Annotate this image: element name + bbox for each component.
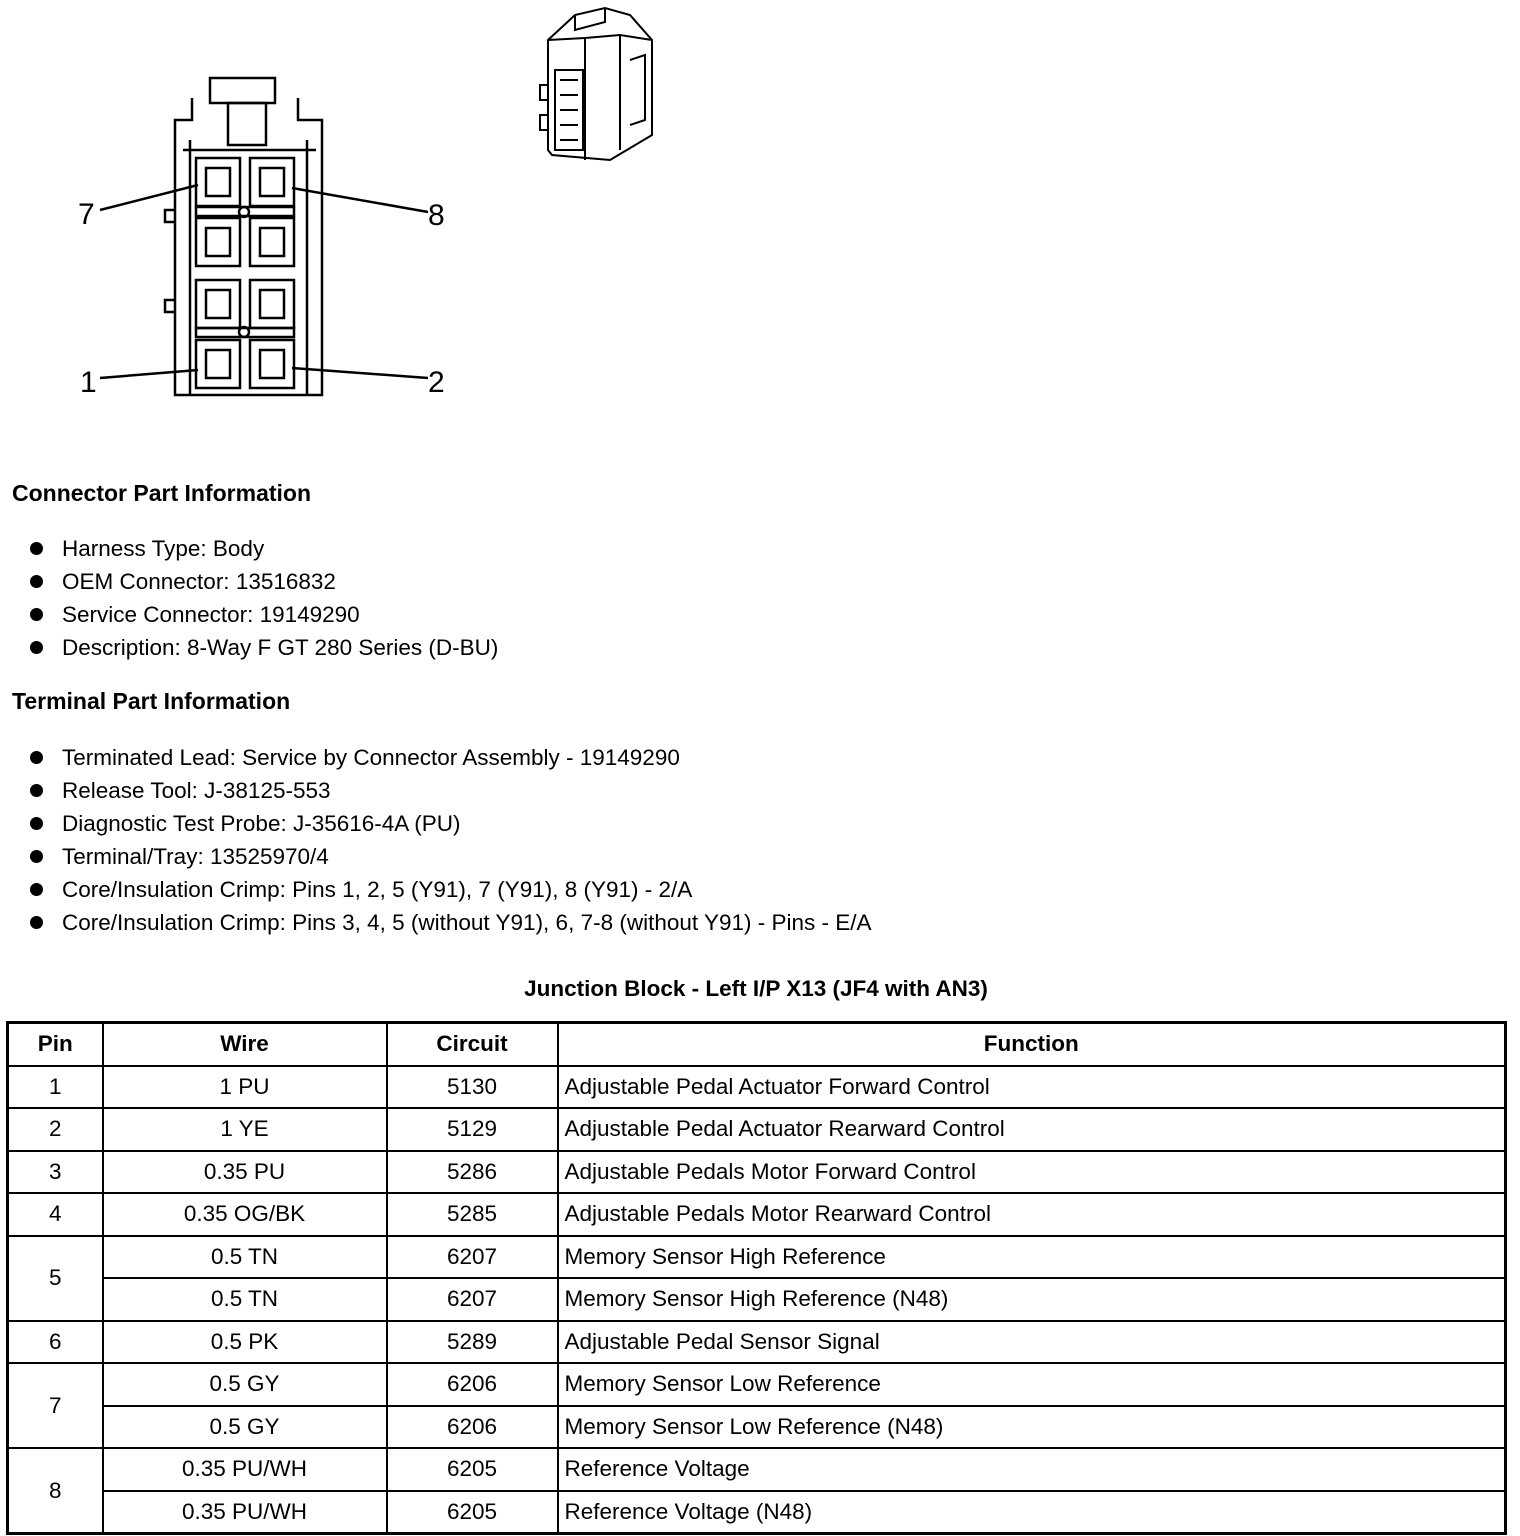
table-row [8,1108,1506,1151]
cell-function: Memory Sensor High Reference (N48) [558,1278,1506,1321]
cell-wire: 0.35 PU [103,1151,387,1194]
cell-function: Adjustable Pedal Actuator Rearward Control [558,1108,1506,1151]
list-item: Diagnostic Test Probe: J-35616-4A (PU) [28,807,872,840]
cell-pin: 6 [8,1321,103,1364]
cell-circuit: 6206 [387,1363,558,1406]
cell-circuit: 6205 [387,1491,558,1534]
cell-pin: 4 [8,1193,103,1236]
cell-function: Adjustable Pedals Motor Forward Control [558,1151,1506,1194]
cell-wire: 0.5 TN [103,1236,387,1279]
cell-function: Adjustable Pedals Motor Rearward Control [558,1193,1506,1236]
cell-circuit: 6207 [387,1278,558,1321]
pin-table [6,1021,1507,1535]
cell-circuit: 5285 [387,1193,558,1236]
cell-function: Memory Sensor Low Reference [558,1363,1506,1406]
cell-circuit: 5129 [387,1108,558,1151]
list-item: Harness Type: Body [28,532,498,565]
table-header-row [8,1023,1506,1066]
list-item: OEM Connector: 13516832 [28,565,498,598]
list-item: Core/Insulation Crimp: Pins 1, 2, 5 (Y91), 7 (Y91), 8 (Y91) - 2/A [28,873,872,906]
cell-pin: 3 [8,1151,103,1194]
cell-wire: 1 PU [103,1066,387,1109]
cell-circuit: 5289 [387,1321,558,1364]
cell-circuit: 6206 [387,1406,558,1449]
cell-wire: 0.35 PU/WH [103,1491,387,1534]
cell-circuit: 6205 [387,1448,558,1491]
cell-function: Reference Voltage [558,1448,1506,1491]
header-circuit: Circuit [387,1023,558,1066]
cell-function: Adjustable Pedal Actuator Forward Control [558,1066,1506,1109]
cell-pin: 7 [8,1363,103,1448]
cell-wire: 0.5 GY [103,1363,387,1406]
connector-info-list [28,532,498,664]
cell-circuit: 5130 [387,1066,558,1109]
list-item: Service Connector: 19149290 [28,598,498,631]
cell-pin: 1 [8,1066,103,1109]
list-item: Core/Insulation Crimp: Pins 3, 4, 5 (without Y91), 6, 7-8 (without Y91) - Pins - E/A [28,906,872,939]
terminal-info-list [28,741,872,939]
connector-face [100,78,428,395]
cell-wire: 1 YE [103,1108,387,1151]
header-function: Function [558,1023,1506,1066]
pin-label-1: 1 [80,366,97,399]
table-row [8,1193,1506,1236]
table-row [8,1491,1506,1534]
table-row [8,1406,1506,1449]
connector-diagram [0,0,700,420]
cell-pin: 8 [8,1448,103,1534]
cell-pin: 2 [8,1108,103,1151]
list-item: Terminal/Tray: 13525970/4 [28,840,872,873]
cell-pin: 5 [8,1236,103,1321]
cell-wire: 0.5 TN [103,1278,387,1321]
cell-wire: 0.5 PK [103,1321,387,1364]
table-title: Junction Block - Left I/P X13 (JF4 with AN3) [524,976,988,1001]
pin-label-8: 8 [428,199,445,232]
pin-label-2: 2 [428,366,445,399]
list-item: Description: 8-Way F GT 280 Series (D-BU) [28,631,498,664]
pin-label-7: 7 [78,198,95,231]
table-row [8,1066,1506,1109]
cell-function: Adjustable Pedal Sensor Signal [558,1321,1506,1364]
list-item: Release Tool: J-38125-553 [28,774,872,807]
cell-wire: 0.5 GY [103,1406,387,1449]
header-wire: Wire [103,1023,387,1066]
cell-wire: 0.35 PU/WH [103,1448,387,1491]
table-row [8,1151,1506,1194]
terminal-section-title: Terminal Part Information [12,688,291,714]
cell-function: Reference Voltage (N48) [558,1491,1506,1534]
table-row [8,1363,1506,1406]
cell-circuit: 5286 [387,1151,558,1194]
cell-function: Memory Sensor High Reference [558,1236,1506,1279]
table-row [8,1321,1506,1364]
cell-wire: 0.35 OG/BK [103,1193,387,1236]
table-row [8,1448,1506,1491]
table-row [8,1278,1506,1321]
cell-function: Memory Sensor Low Reference (N48) [558,1406,1506,1449]
connector-section-title: Connector Part Information [12,480,312,506]
connector-isometric [540,8,652,160]
table-row [8,1236,1506,1279]
cell-circuit: 6207 [387,1236,558,1279]
header-pin: Pin [8,1023,103,1066]
list-item: Terminated Lead: Service by Connector Assembly - 19149290 [28,741,872,774]
